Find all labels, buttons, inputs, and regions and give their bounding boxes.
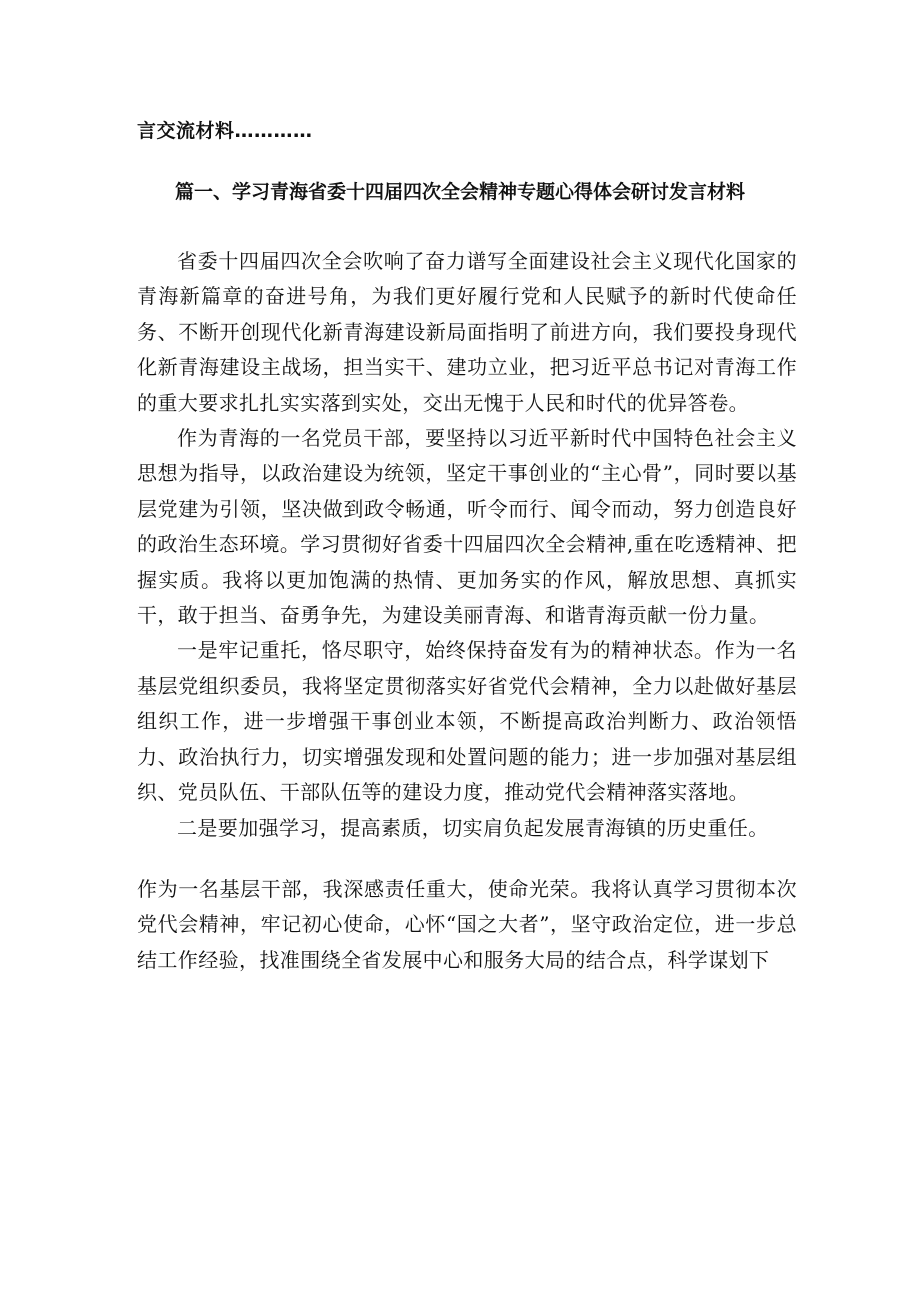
paragraph-3: 一是牢记重托，恪尽职守，始终保持奋发有为的精神状态。作为一名基层党组织委员，我将坚定贯彻落实好省党代会精神，全力以赴做好基层组织工作，进一步增强干事创业本领，不断提高政治判断力、政治领悟力、政治执行力，切实增强发现和处置问题的能力；进一步加强对基层组织、党员队伍、干部队伍等的建设力度，推动党代会精神落实落地。 (137, 638, 797, 805)
paragraph-gap (137, 846, 797, 872)
paragraph-5: 作为一名基层干部，我深感责任重大，使命光荣。我将认真学习贯彻本次党代会精神，牢记初心使命，心怀“国之大者”，坚守政治定位，进一步总结工作经验，找准围绕全省发展中心和服务大局的结合点，科学谋划下 (137, 876, 797, 972)
document-body (137, 244, 797, 978)
paragraph-4: 二是要加强学习，提高素质，切实肩负起发展青海镇的历史重任。 (177, 815, 769, 840)
document-title: 篇一、学习青海省委十四届四次全会精神专题心得体会研讨发言材料 (175, 181, 746, 203)
toc-fragment: 言交流材料………… (137, 120, 313, 142)
paragraph-1: 省委十四届四次全会吹响了奋力谱写全面建设社会主义现代化国家的青海新篇章的奋进号角，为我们更好履行党和人民赋予的新时代使命任务、不断开创现代化新青海建设新局面指明了前进方向，我们要投身现代化新青海建设主战场，担当实干、建功立业，把习近平总书记对青海工作的重大要求扎扎实实落到实处，交出无愧于人民和时代的优异答卷。 (137, 249, 797, 415)
paragraph-2: 作为青海的一名党员干部，要坚持以习近平新时代中国特色社会主义思想为指导，以政治建设为统领，坚定干事创业的“主心骨”，同时要以基层党建为引领，坚决做到政令畅通，听令而行、闻令而动，努力创造良好的政治生态环境。学习贯彻好省委十四届四次全会精神,重在吃透精神、把握实质。我将以更加饱满的热情、更加务实的作风，解放思想、真抓实干，敢于担当、奋勇争先，为建设美丽青海、和谐青海贡献一份力量。 (137, 426, 797, 628)
